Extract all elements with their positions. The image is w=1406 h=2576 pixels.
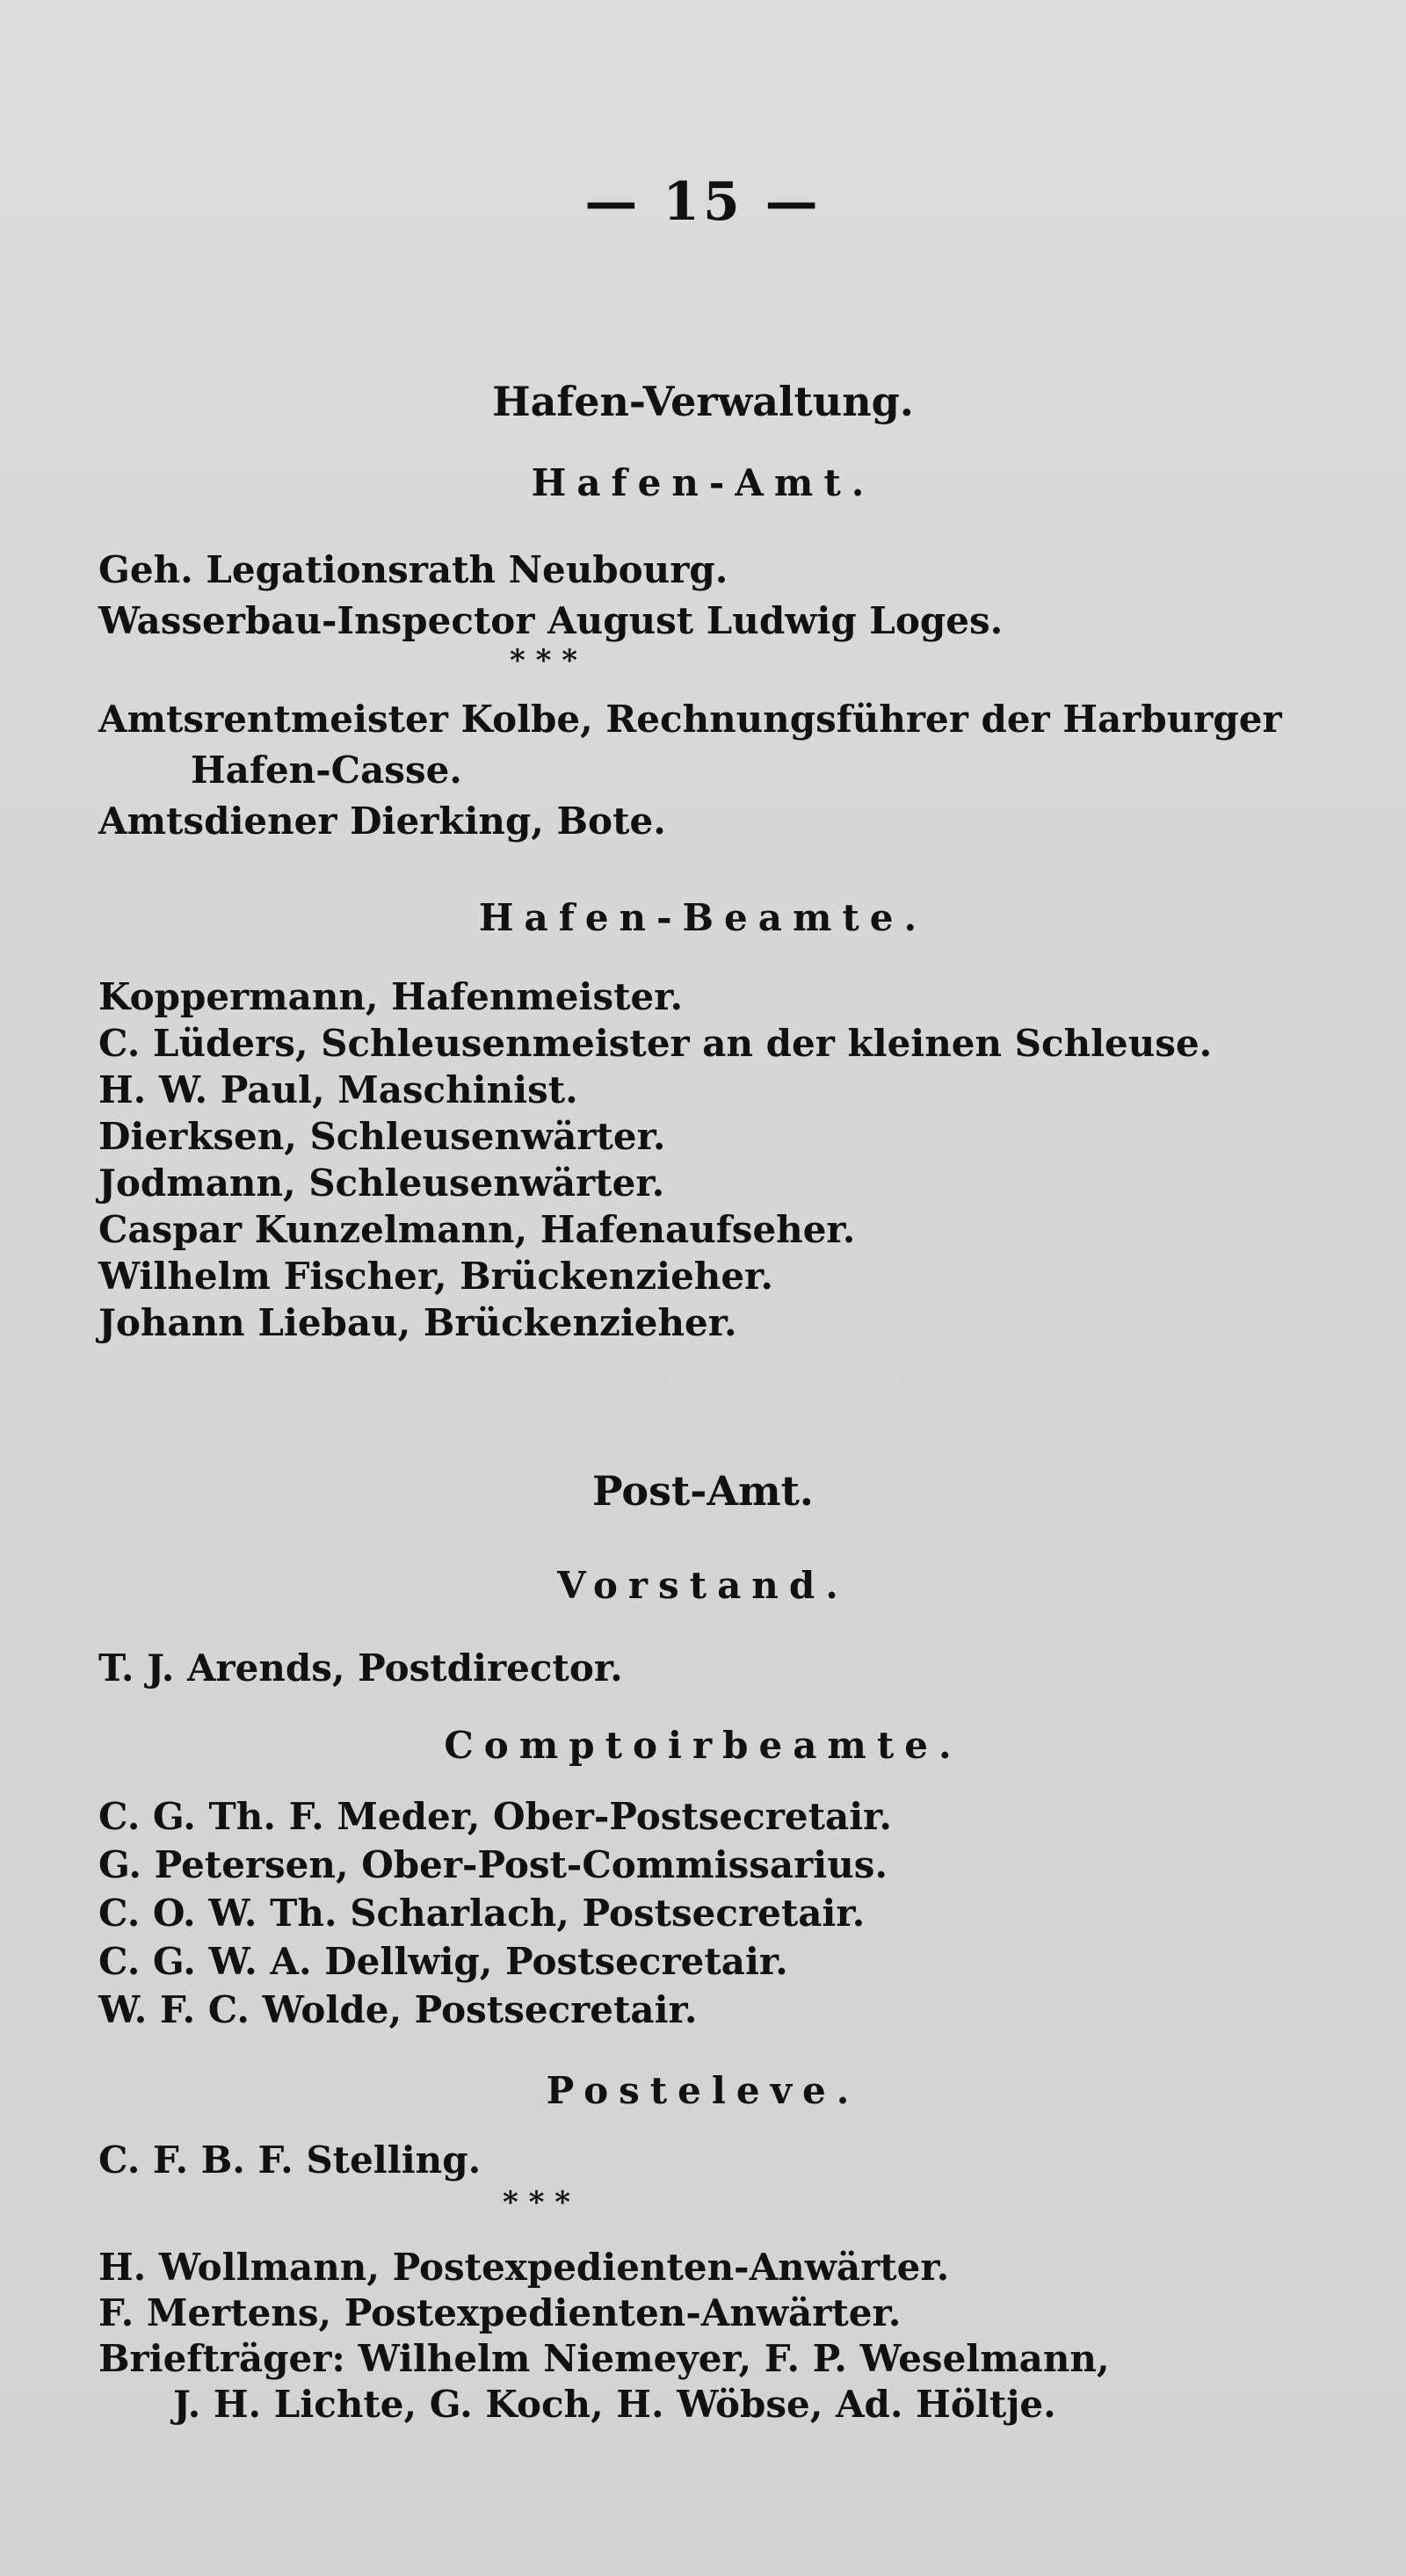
list-item: H. Wollmann, Postexpedienten-Anwärter. [98,2246,950,2289]
subsection-title-harbor-office: Hafen-Amt. [531,461,875,504]
list-item: T. J. Arends, Postdirector. [98,1646,623,1690]
section-title-harbor: Hafen-Verwaltung. [492,378,914,425]
post-trainee-list [98,2135,1301,2186]
list-item: C. F. B. F. Stelling. [98,2138,482,2182]
harbor-office-list [98,545,1301,647]
list-item: Koppermann, Hafenmeister. [98,975,684,1018]
post-clerks-list [98,1792,1301,2034]
post-expedition-list [98,2245,1301,2428]
list-item: Johann Liebau, Brückenzieher. [98,1301,737,1344]
subsection-title-clerks: Comptoirbeamte. [444,1724,962,1767]
list-item: Wilhelm Fischer, Brückenzieher. [98,1255,773,1298]
section-title-post: Post-Amt. [592,1467,814,1515]
list-item: F. Mertens, Postexpedienten-Anwärter. [98,2291,902,2334]
harbor-staff-line: Amtsdiener Dierking, Bote. [98,800,666,843]
harbor-staff-line: Hafen-Casse. [191,749,462,792]
list-item: C. Lüders, Schleusenmeister an der kleinen Schleuse. [98,1022,1213,1065]
harbor-staff-list [98,694,1301,847]
list-item: Caspar Kunzelmann, Hafenaufseher. [98,1208,856,1251]
list-item: C. O. W. Th. Scharlach, Postsecretair. [98,1892,866,1935]
list-item: Briefträger: Wilhelm Niemeyer, F. P. Weselmann, [98,2337,1110,2380]
subsection-title-trainee: Posteleve. [546,2069,860,2112]
harbor-office-line: Wasserbau-Inspector August Ludwig Loges. [98,599,1004,642]
subsection-title-harbor-officials: Hafen-Beamte. [478,896,928,939]
post-board-list [98,1643,1301,1694]
separator-stars: * * * [503,2185,571,2220]
list-item: H. W. Paul, Maschinist. [98,1068,578,1111]
list-item: W. F. C. Wolde, Postsecretair. [98,1988,698,2031]
list-item: Jodmann, Schleusenwärter. [98,1161,665,1205]
list-item: J. H. Lichte, G. Koch, H. Wöbse, Ad. Höltje. [173,2383,1056,2426]
list-item: Dierksen, Schleusenwärter. [98,1115,666,1158]
harbor-office-line: Geh. Legationsrath Neubourg. [98,548,728,591]
list-item: C. G. W. A. Dellwig, Postsecretair. [98,1940,788,1983]
harbor-officials-list [98,973,1301,1346]
harbor-staff-line: Amtsrentmeister Kolbe, Rechnungsführer der Harburger [98,698,1282,741]
subsection-title-board: Vorstand. [557,1564,849,1607]
list-item: G. Petersen, Ober-Post-Commissarius. [98,1843,888,1886]
separator-stars: * * * [510,643,578,678]
list-item: C. G. Th. F. Meder, Ober-Postsecretair. [98,1795,893,1838]
page-number: — 15 — [584,171,822,233]
